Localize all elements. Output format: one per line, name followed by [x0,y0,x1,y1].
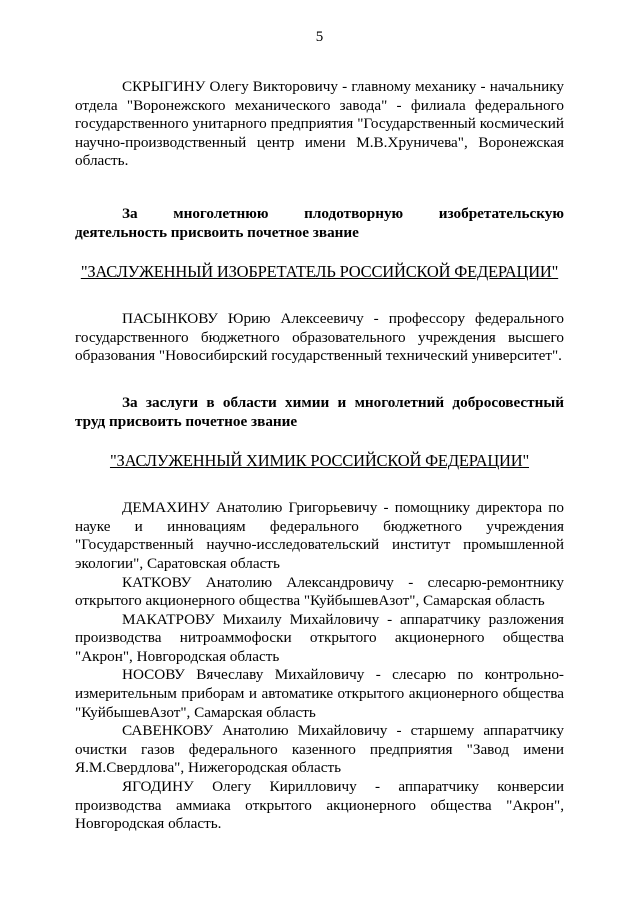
document-page [75,28,564,834]
award-entry-yagodin: ЯГОДИНУ Олегу Кирилловичу - аппаратчику конверсии производства аммиака открытого акционерного общества "Акрон", Новгородская область. [75,778,564,833]
award-entry-savenkov: САВЕНКОВУ Анатолию Михайловичу - старшему аппаратчику очистки газов федерального казенного предприятия "Завод имени Я.М.Свердлова", Нижегородская область [75,722,564,777]
honorary-title-chemist: "ЗАСЛУЖЕННЫЙ ХИМИК РОССИЙСКОЙ ФЕДЕРАЦИИ" [109,451,530,471]
section-heading-inventor: За многолетнюю плодотворную изобретательскую деятельность присвоить почетное звание [75,204,564,241]
award-entry-nosov: НОСОВУ Вячеславу Михайловичу - слесарю по контрольно-измерительным приборам и автоматике открытого акционерного общества "КуйбышевАзот", Самарская область [75,666,564,721]
page-number: 5 [315,29,324,45]
award-entry-katkov: КАТКОВУ Анатолию Александровичу - слесарю-ремонтнику открытого акционерного общества "КуйбышевАзот", Самарская область [75,573,564,610]
award-entry-makatrov: МАКАТРОВУ Михаилу Михайловичу - аппаратчику разложения производства нитроаммофоски открытого акционерного общества "Акрон", Новгородская область [75,610,564,665]
award-entry-skrygin: СКРЫГИНУ Олегу Викторовичу - главному механику - начальнику отдела "Воронежского механического завода" - филиала федерального государственного унитарного предприятия "Государственный космический научно-производственный центр имени М.В.Хруничева", Воронежская область. [75,78,564,170]
section-heading-chemist: За заслуги в области химии и многолетний добросовестный труд присвоить почетное звание [75,393,564,430]
award-entry-demakhin: ДЕМАХИНУ Анатолию Григорьевичу - помощнику директора по науке и инновациям федерального бюджетного учреждения "Государственный научно-исследовательский институт промышленной экологии", Саратовская область [75,499,564,572]
award-entry-pasynkov: ПАСЫНКОВУ Юрию Алексеевичу - профессору федерального государственного бюджетного образовательного учреждения высшего образования "Новосибирский государственный технический университет". [75,310,564,365]
honorary-title-inventor: "ЗАСЛУЖЕННЫЙ ИЗОБРЕТАТЕЛЬ РОССИЙСКОЙ ФЕДЕРАЦИИ" [80,262,559,282]
